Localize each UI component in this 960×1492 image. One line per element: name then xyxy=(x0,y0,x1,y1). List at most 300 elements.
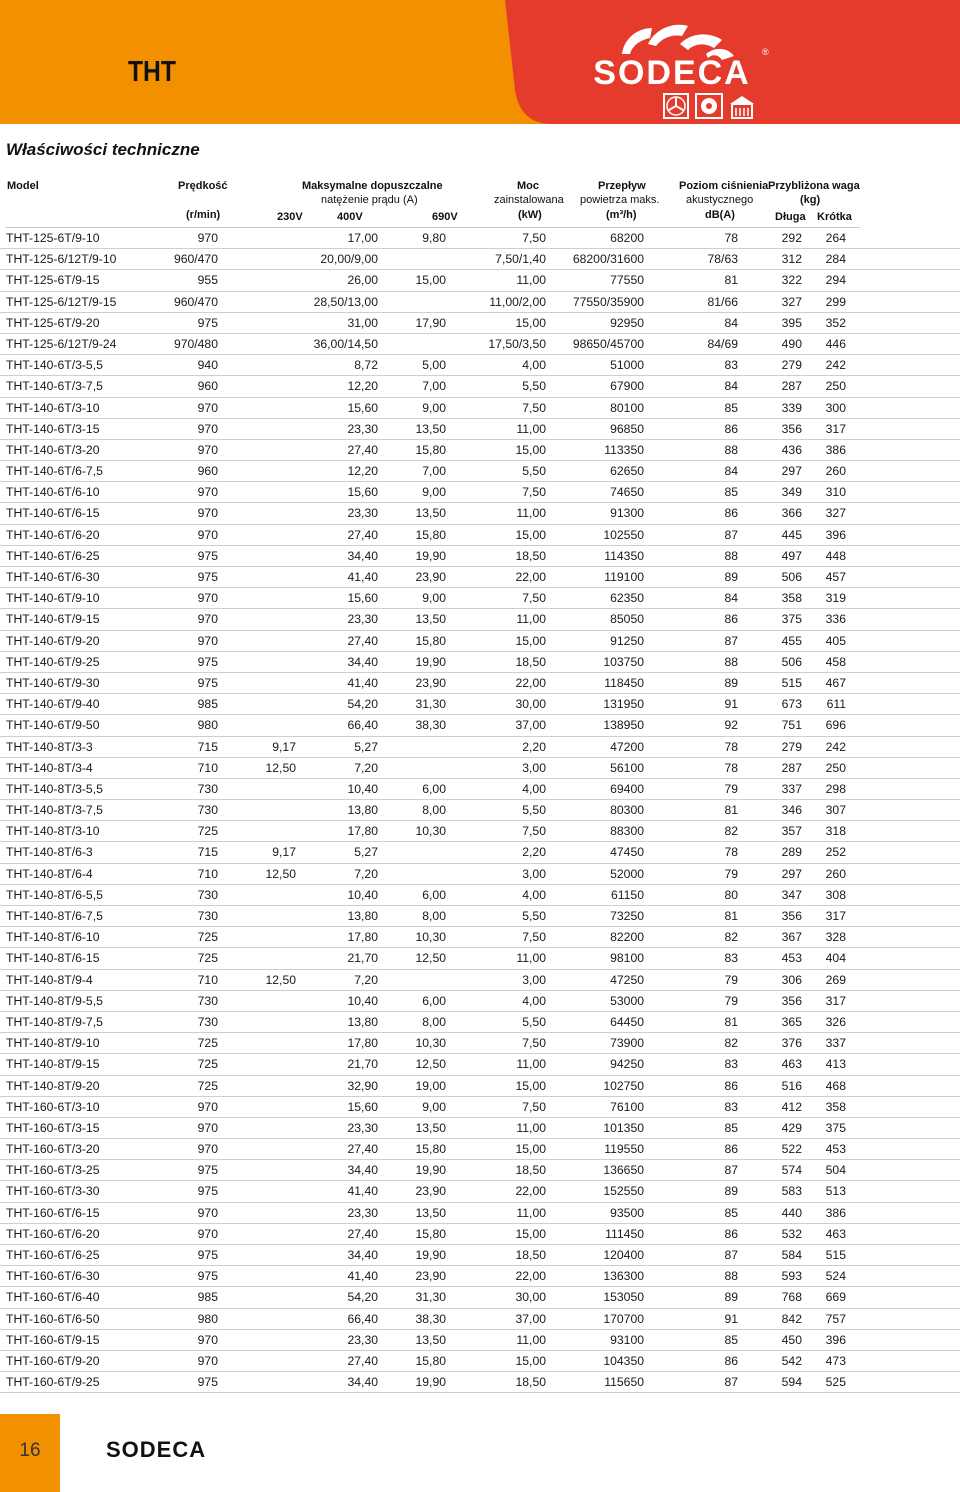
cell-noise: 81 xyxy=(724,273,738,288)
table-row xyxy=(0,715,960,736)
cell-weight-long: 327 xyxy=(781,294,802,309)
cell-weight-short: 250 xyxy=(825,760,846,775)
cell-weight-long: 583 xyxy=(781,1184,802,1199)
cell-model: THT-140-8T/6-4 xyxy=(6,866,93,881)
table-row xyxy=(0,970,960,991)
cell-noise: 86 xyxy=(724,612,738,627)
cell-power: 22,00 xyxy=(515,675,546,690)
cell-weight-long: 356 xyxy=(781,993,802,1008)
cell-airflow: 94250 xyxy=(610,1057,644,1072)
cell-speed: 970 xyxy=(197,527,218,542)
cell-power: 11,00 xyxy=(516,612,546,627)
cell-power: 22,00 xyxy=(515,1269,546,1284)
cell-airflow: 47200 xyxy=(610,739,644,754)
cell-weight-long: 367 xyxy=(781,930,802,945)
cell-airflow: 115650 xyxy=(604,1375,644,1390)
cell-power: 4,00 xyxy=(522,358,546,373)
cell-power: 11,00 xyxy=(516,1120,546,1135)
cell-weight-short: 513 xyxy=(825,1184,846,1199)
cell-weight-long: 365 xyxy=(781,1014,802,1029)
cell-current-690v: 13,50 xyxy=(415,1205,446,1220)
cell-airflow: 77550/35900 xyxy=(572,294,644,309)
cell-weight-short: 611 xyxy=(826,697,846,712)
cell-speed: 730 xyxy=(197,781,218,796)
cell-noise: 83 xyxy=(724,358,738,373)
cell-model: THT-140-8T/6-15 xyxy=(6,951,100,966)
cell-airflow: 47250 xyxy=(610,972,644,987)
cell-speed: 975 xyxy=(197,1375,218,1390)
cell-model: THT-140-6T/6-10 xyxy=(6,485,100,500)
cell-power: 5,50 xyxy=(522,464,546,479)
cell-power: 30,00 xyxy=(515,1290,546,1305)
cell-airflow: 56100 xyxy=(610,760,644,775)
cell-speed: 970 xyxy=(197,1226,218,1241)
cell-current-400v: 15,60 xyxy=(347,400,378,415)
cell-airflow: 92950 xyxy=(610,315,644,330)
cell-airflow: 113350 xyxy=(604,442,644,457)
cell-weight-short: 504 xyxy=(825,1163,846,1178)
cell-airflow: 153050 xyxy=(603,1290,644,1305)
cell-model: THT-140-6T/9-40 xyxy=(6,697,100,712)
cell-current-400v: 17,00 xyxy=(347,231,378,245)
cell-weight-short: 294 xyxy=(825,273,846,288)
cell-weight-short: 317 xyxy=(825,421,846,436)
cell-current-690v: 10,30 xyxy=(415,930,446,945)
table-row xyxy=(0,1160,960,1181)
cell-power: 11,00 xyxy=(516,421,546,436)
cell-speed: 970 xyxy=(197,485,218,500)
cell-weight-long: 358 xyxy=(781,591,802,606)
cell-model: THT-125-6T/9-10 xyxy=(6,231,100,245)
table-row xyxy=(0,355,960,376)
cell-current-690v: 12,50 xyxy=(415,1057,446,1072)
cell-current-690v: 5,00 xyxy=(422,358,446,373)
cell-weight-long: 673 xyxy=(781,697,802,712)
cell-power: 7,50 xyxy=(522,1036,546,1051)
cell-weight-long: 356 xyxy=(781,909,802,923)
cell-weight-long: 279 xyxy=(781,739,802,754)
cell-airflow: 119550 xyxy=(604,1142,644,1157)
col-flow-unit: (m³/h) xyxy=(606,209,637,221)
table-row xyxy=(0,864,960,885)
cell-weight-short: 264 xyxy=(825,231,846,245)
cell-airflow: 152550 xyxy=(603,1184,644,1199)
cell-current-400v: 20,00/9,00 xyxy=(320,252,378,267)
cell-noise: 84/69 xyxy=(707,336,738,351)
cell-power: 22,00 xyxy=(515,570,546,584)
cell-weight-long: 322 xyxy=(781,273,802,288)
cell-noise: 85 xyxy=(724,1120,738,1135)
cell-current-690v: 15,80 xyxy=(415,1353,446,1368)
cell-power: 18,50 xyxy=(515,1163,546,1178)
cell-noise: 81 xyxy=(724,1014,738,1029)
cell-weight-long: 453 xyxy=(781,951,802,966)
cell-speed: 970 xyxy=(197,1120,218,1135)
cell-weight-short: 299 xyxy=(825,294,846,309)
cell-weight-long: 768 xyxy=(781,1290,802,1305)
table-row xyxy=(0,461,960,482)
cell-model: THT-140-8T/6-5,5 xyxy=(6,887,103,902)
cell-weight-short: 310 xyxy=(825,485,846,500)
cell-noise: 78 xyxy=(724,231,738,245)
cell-model: THT-140-6T/6-7,5 xyxy=(6,464,103,479)
cell-model: THT-140-8T/6-10 xyxy=(6,930,100,945)
cell-noise: 89 xyxy=(724,1184,738,1199)
cell-weight-long: 429 xyxy=(781,1120,802,1135)
cell-model: THT-140-6T/9-10 xyxy=(6,591,100,606)
cell-noise: 80 xyxy=(724,887,738,902)
cell-current-690v: 10,30 xyxy=(415,1036,446,1051)
cell-model: THT-140-8T/9-5,5 xyxy=(6,993,103,1008)
cell-model: THT-140-8T/6-3 xyxy=(6,845,93,860)
cell-speed: 730 xyxy=(197,1014,218,1029)
cell-noise: 84 xyxy=(724,315,738,330)
cell-noise: 88 xyxy=(724,548,738,563)
cell-model: THT-140-6T/9-50 xyxy=(6,718,100,733)
cell-current-690v: 19,90 xyxy=(415,1163,446,1178)
table-row xyxy=(0,673,960,694)
col-power-unit: (kW) xyxy=(518,209,542,221)
cell-current-400v: 17,80 xyxy=(347,1036,378,1051)
cell-current-400v: 10,40 xyxy=(347,781,378,796)
cell-weight-short: 260 xyxy=(825,464,846,479)
cell-current-400v: 8,72 xyxy=(354,358,378,373)
cell-speed: 710 xyxy=(197,866,218,881)
footer-sodeca-logo xyxy=(106,1438,240,1460)
cell-model: THT-140-8T/3-7,5 xyxy=(6,803,103,818)
cell-speed: 730 xyxy=(197,993,218,1008)
table-row xyxy=(0,948,960,969)
cell-noise: 82 xyxy=(724,824,738,839)
table-row xyxy=(0,1139,960,1160)
table-row xyxy=(0,1287,960,1308)
cell-airflow: 51000 xyxy=(610,358,644,373)
cell-weight-short: 404 xyxy=(825,951,846,966)
cell-current-400v: 10,40 xyxy=(347,887,378,902)
cell-power: 11,00 xyxy=(516,506,546,521)
table-row xyxy=(0,1033,960,1054)
cell-model: THT-140-6T/9-15 xyxy=(6,612,100,627)
cell-airflow: 120400 xyxy=(603,1248,644,1262)
cell-current-400v: 41,40 xyxy=(347,675,378,690)
table-row xyxy=(0,758,960,779)
table-row xyxy=(0,588,960,609)
cell-speed: 715 xyxy=(197,845,218,860)
cell-power: 15,00 xyxy=(515,315,546,330)
cell-weight-short: 405 xyxy=(825,633,846,648)
cell-model: THT-160-6T/9-25 xyxy=(6,1375,100,1390)
cell-power: 7,50 xyxy=(522,824,546,839)
cell-model: THT-140-8T/3-10 xyxy=(6,824,100,839)
cell-current-690v: 9,00 xyxy=(422,400,446,415)
cell-model: THT-140-6T/6-15 xyxy=(6,506,100,521)
cell-weight-long: 395 xyxy=(781,315,802,330)
cell-power: 7,50 xyxy=(522,231,546,245)
cell-noise: 84 xyxy=(724,591,738,606)
cell-noise: 92 xyxy=(724,718,738,733)
cell-power: 4,00 xyxy=(522,993,546,1008)
cell-speed: 710 xyxy=(197,972,218,987)
cell-speed: 970 xyxy=(197,1332,218,1347)
cell-speed: 970 xyxy=(197,400,218,415)
cell-current-400v: 31,00 xyxy=(347,315,378,330)
cell-weight-short: 473 xyxy=(825,1353,846,1368)
cell-current-690v: 9,00 xyxy=(422,485,446,500)
cell-weight-short: 319 xyxy=(825,591,846,606)
cell-airflow: 93500 xyxy=(610,1205,644,1220)
cell-weight-long: 375 xyxy=(781,612,802,627)
cell-weight-long: 445 xyxy=(781,527,802,542)
table-row xyxy=(0,842,960,863)
cell-noise: 86 xyxy=(724,1078,738,1093)
cell-weight-short: 242 xyxy=(825,358,846,373)
cell-noise: 78/63 xyxy=(707,252,738,267)
cell-speed: 710 xyxy=(197,760,218,775)
col-current: Maksymalne dopuszczalne xyxy=(302,180,443,192)
cell-current-400v: 27,40 xyxy=(347,633,378,648)
cell-noise: 79 xyxy=(724,993,738,1008)
table-row xyxy=(0,419,960,440)
cell-current-230v: 9,17 xyxy=(272,845,296,860)
cell-weight-short: 242 xyxy=(825,739,846,754)
cell-weight-short: 260 xyxy=(825,866,846,881)
cell-power: 11,00 xyxy=(516,273,546,288)
cell-speed: 730 xyxy=(197,909,218,923)
cell-model: THT-125-6T/9-20 xyxy=(6,315,100,330)
cell-airflow: 80300 xyxy=(610,803,644,818)
cell-current-400v: 32,90 xyxy=(347,1078,378,1093)
cell-speed: 725 xyxy=(197,930,218,945)
cell-model: THT-160-6T/6-30 xyxy=(6,1269,100,1284)
cell-current-690v: 38,30 xyxy=(415,718,446,733)
cell-current-690v: 9,00 xyxy=(422,591,446,606)
cell-model: THT-140-8T/3-5,5 xyxy=(6,781,103,796)
cell-speed: 975 xyxy=(197,1163,218,1178)
cell-current-230v: 12,50 xyxy=(265,760,296,775)
cell-power: 37,00 xyxy=(515,718,546,733)
cell-model: THT-160-6T/6-25 xyxy=(6,1248,100,1262)
cell-current-400v: 23,30 xyxy=(347,1205,378,1220)
cell-current-690v: 15,80 xyxy=(415,1142,446,1157)
cell-current-690v: 8,00 xyxy=(422,803,446,818)
roof-fan-icon xyxy=(730,96,754,118)
table-row xyxy=(0,482,960,503)
cell-current-400v: 34,40 xyxy=(347,654,378,669)
cell-current-690v: 23,90 xyxy=(415,1184,446,1199)
table-row xyxy=(0,1224,960,1245)
cell-current-400v: 27,40 xyxy=(347,1226,378,1241)
cell-current-400v: 23,30 xyxy=(347,1332,378,1347)
cell-power: 11,00 xyxy=(516,1057,546,1072)
cell-power: 3,00 xyxy=(522,972,546,987)
cell-weight-long: 312 xyxy=(781,252,802,267)
table-row xyxy=(0,228,960,249)
cell-weight-long: 515 xyxy=(781,675,802,690)
cell-airflow: 61150 xyxy=(611,887,644,902)
cell-model: THT-160-6T/9-20 xyxy=(6,1353,100,1368)
cell-noise: 85 xyxy=(724,485,738,500)
cell-weight-long: 574 xyxy=(781,1163,802,1178)
cell-weight-short: 757 xyxy=(825,1311,846,1326)
table-row xyxy=(0,1054,960,1075)
cell-weight-short: 413 xyxy=(825,1057,846,1072)
cell-current-400v: 7,20 xyxy=(354,972,378,987)
cell-noise: 87 xyxy=(724,1375,738,1390)
cell-speed: 970/480 xyxy=(173,336,218,351)
table-row xyxy=(0,567,960,588)
cell-power: 3,00 xyxy=(522,760,546,775)
cell-model: THT-140-8T/9-20 xyxy=(6,1078,100,1093)
col-400v: 400V xyxy=(337,211,363,223)
cell-current-400v: 23,30 xyxy=(347,1120,378,1135)
table-row xyxy=(0,1372,960,1393)
cell-noise: 85 xyxy=(724,400,738,415)
cell-weight-short: 337 xyxy=(825,1036,846,1051)
cell-current-690v: 10,30 xyxy=(415,824,446,839)
cell-weight-long: 412 xyxy=(781,1099,802,1114)
cell-noise: 87 xyxy=(724,527,738,542)
cell-weight-short: 308 xyxy=(825,887,846,902)
cell-speed: 725 xyxy=(197,1078,218,1093)
cell-airflow: 82200 xyxy=(610,930,644,945)
cell-airflow: 62350 xyxy=(610,591,644,606)
cell-noise: 78 xyxy=(724,760,738,775)
cell-airflow: 103750 xyxy=(603,654,644,669)
cell-weight-short: 696 xyxy=(825,718,846,733)
cell-power: 15,00 xyxy=(515,1353,546,1368)
cell-current-690v: 15,80 xyxy=(415,1226,446,1241)
cell-weight-short: 327 xyxy=(825,506,846,521)
cell-speed: 715 xyxy=(197,739,218,754)
col-power-2: zainstalowana xyxy=(494,194,564,206)
cell-current-690v: 23,90 xyxy=(415,570,446,584)
cell-speed: 975 xyxy=(197,315,218,330)
cell-current-400v: 34,40 xyxy=(347,1248,378,1262)
cell-current-400v: 54,20 xyxy=(347,697,378,712)
table-row xyxy=(0,821,960,842)
cell-airflow: 170700 xyxy=(603,1311,644,1326)
table-row xyxy=(0,313,960,334)
table-row xyxy=(0,525,960,546)
spec-table xyxy=(0,228,960,1393)
cell-speed: 970 xyxy=(197,506,218,521)
cell-weight-long: 366 xyxy=(781,506,802,521)
table-row xyxy=(0,652,960,673)
cell-speed: 975 xyxy=(197,1248,218,1262)
cell-power: 4,00 xyxy=(522,781,546,796)
col-current-2: natężenie prądu (A) xyxy=(321,194,418,206)
table-row xyxy=(0,1309,960,1330)
cell-weight-short: 453 xyxy=(825,1142,846,1157)
cell-current-400v: 17,80 xyxy=(347,824,378,839)
cell-current-400v: 26,00 xyxy=(347,273,378,288)
cell-speed: 940 xyxy=(197,358,218,373)
cell-weight-short: 317 xyxy=(825,909,846,923)
cell-power: 17,50/3,50 xyxy=(488,336,546,351)
cell-model: THT-125-6/12T/9-15 xyxy=(6,294,117,309)
cell-noise: 83 xyxy=(724,951,738,966)
cell-current-400v: 5,27 xyxy=(354,845,378,860)
page-title: THT xyxy=(128,56,176,88)
cell-airflow: 136300 xyxy=(603,1269,644,1284)
col-weight: Przybliżona waga xyxy=(768,180,860,192)
cell-model: THT-160-6T/6-50 xyxy=(6,1311,100,1326)
cell-power: 5,50 xyxy=(522,909,546,923)
cell-speed: 960/470 xyxy=(173,294,218,309)
cell-speed: 970 xyxy=(197,633,218,648)
cell-current-690v: 6,00 xyxy=(422,781,446,796)
cell-current-400v: 66,40 xyxy=(347,718,378,733)
cell-airflow: 136650 xyxy=(603,1163,644,1178)
cell-airflow: 118450 xyxy=(604,675,644,690)
table-row xyxy=(0,376,960,397)
cell-current-400v: 34,40 xyxy=(347,548,378,563)
cell-model: THT-140-6T/3-20 xyxy=(6,442,100,457)
cell-power: 15,00 xyxy=(515,1078,546,1093)
cell-weight-long: 522 xyxy=(781,1142,802,1157)
cell-noise: 85 xyxy=(724,1205,738,1220)
cell-power: 7,50 xyxy=(522,400,546,415)
cell-model: THT-140-8T/3-3 xyxy=(6,739,93,754)
table-row xyxy=(0,1203,960,1224)
cell-weight-short: 284 xyxy=(825,252,846,267)
cell-speed: 725 xyxy=(197,1057,218,1072)
table-row xyxy=(0,1351,960,1372)
table-row xyxy=(0,737,960,758)
cell-speed: 975 xyxy=(197,548,218,563)
cell-model: THT-160-6T/3-15 xyxy=(6,1120,100,1135)
cell-speed: 970 xyxy=(197,442,218,457)
cell-airflow: 88300 xyxy=(610,824,644,839)
table-row xyxy=(0,885,960,906)
cell-noise: 91 xyxy=(724,1311,738,1326)
table-row xyxy=(0,1245,960,1266)
cell-power: 7,50 xyxy=(522,1099,546,1114)
cell-speed: 725 xyxy=(197,951,218,966)
cell-power: 18,50 xyxy=(515,654,546,669)
table-row xyxy=(0,694,960,715)
cell-current-400v: 23,30 xyxy=(347,421,378,436)
cell-current-400v: 66,40 xyxy=(347,1311,378,1326)
page-number: 16 xyxy=(19,1440,41,1461)
cell-model: THT-160-6T/9-15 xyxy=(6,1332,100,1347)
cell-speed: 960/470 xyxy=(173,252,218,267)
cell-noise: 79 xyxy=(724,972,738,987)
cell-model: THT-140-6T/6-30 xyxy=(6,570,100,584)
cell-airflow: 76100 xyxy=(610,1099,644,1114)
cell-airflow: 138950 xyxy=(603,718,644,733)
cell-weight-long: 357 xyxy=(781,824,802,839)
cell-weight-short: 463 xyxy=(825,1226,846,1241)
cell-current-400v: 13,80 xyxy=(347,803,378,818)
cell-noise: 88 xyxy=(724,1269,738,1284)
table-header xyxy=(0,165,960,227)
cell-current-690v: 19,90 xyxy=(415,1375,446,1390)
cell-noise: 79 xyxy=(724,781,738,796)
cell-current-690v: 17,90 xyxy=(415,315,446,330)
cell-weight-short: 396 xyxy=(825,1332,846,1347)
cell-noise: 87 xyxy=(724,633,738,648)
cell-power: 22,00 xyxy=(515,1184,546,1199)
cell-current-690v: 13,50 xyxy=(415,1332,446,1347)
table-row xyxy=(0,270,960,291)
cell-airflow: 68200/31600 xyxy=(572,252,644,267)
cell-current-690v: 13,50 xyxy=(415,506,446,521)
cell-model: THT-140-8T/9-15 xyxy=(6,1057,100,1072)
cell-power: 15,00 xyxy=(515,633,546,648)
table-row xyxy=(0,800,960,821)
cell-speed: 970 xyxy=(197,421,218,436)
